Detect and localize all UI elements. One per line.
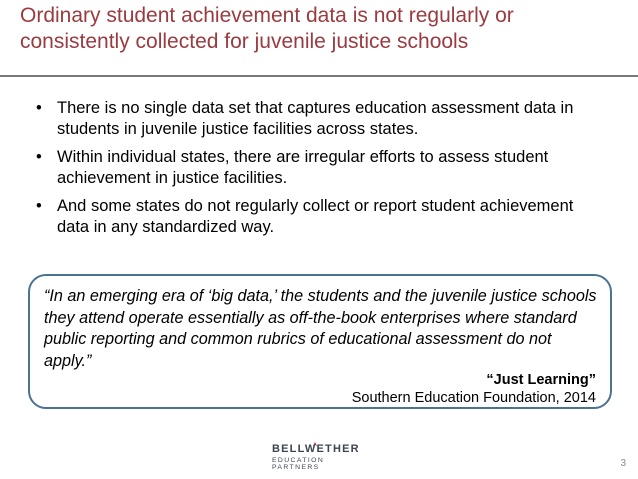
bullet-item: • Within individual states, there are irregular efforts to assess student achievement in justice facilities. [36,147,606,189]
page-number: 3 [620,458,626,469]
title-divider [0,75,638,77]
bullet-item: • There is no single data set that captures education assessment data in students in juvenile justice facilities across states. [36,98,606,140]
slide-title: Ordinary student achievement data is not regularly or consistently collected for juvenile justice schools [20,4,514,53]
quote-source: Southern Education Foundation, 2014 [351,390,596,406]
quote-title: “Just Learning” [486,372,596,388]
bullet-list [36,98,606,245]
logo-subtitle: EDUCATION PARTNERS [272,457,325,471]
bellwether-logo [272,441,372,469]
quote-box [28,274,612,409]
bullet-item: • And some states do not regularly collect or report student achievement data in any standardized way. [36,196,606,238]
quote-text: “In an emerging era of ‘big data,’ the students and the juvenile justice schools they attend operate essentially as off-the-book enterprises where standard public reporting and common rubrics of educational assessment do not apply.” [44,287,597,370]
logo-name: BELLWETHER [272,443,360,455]
